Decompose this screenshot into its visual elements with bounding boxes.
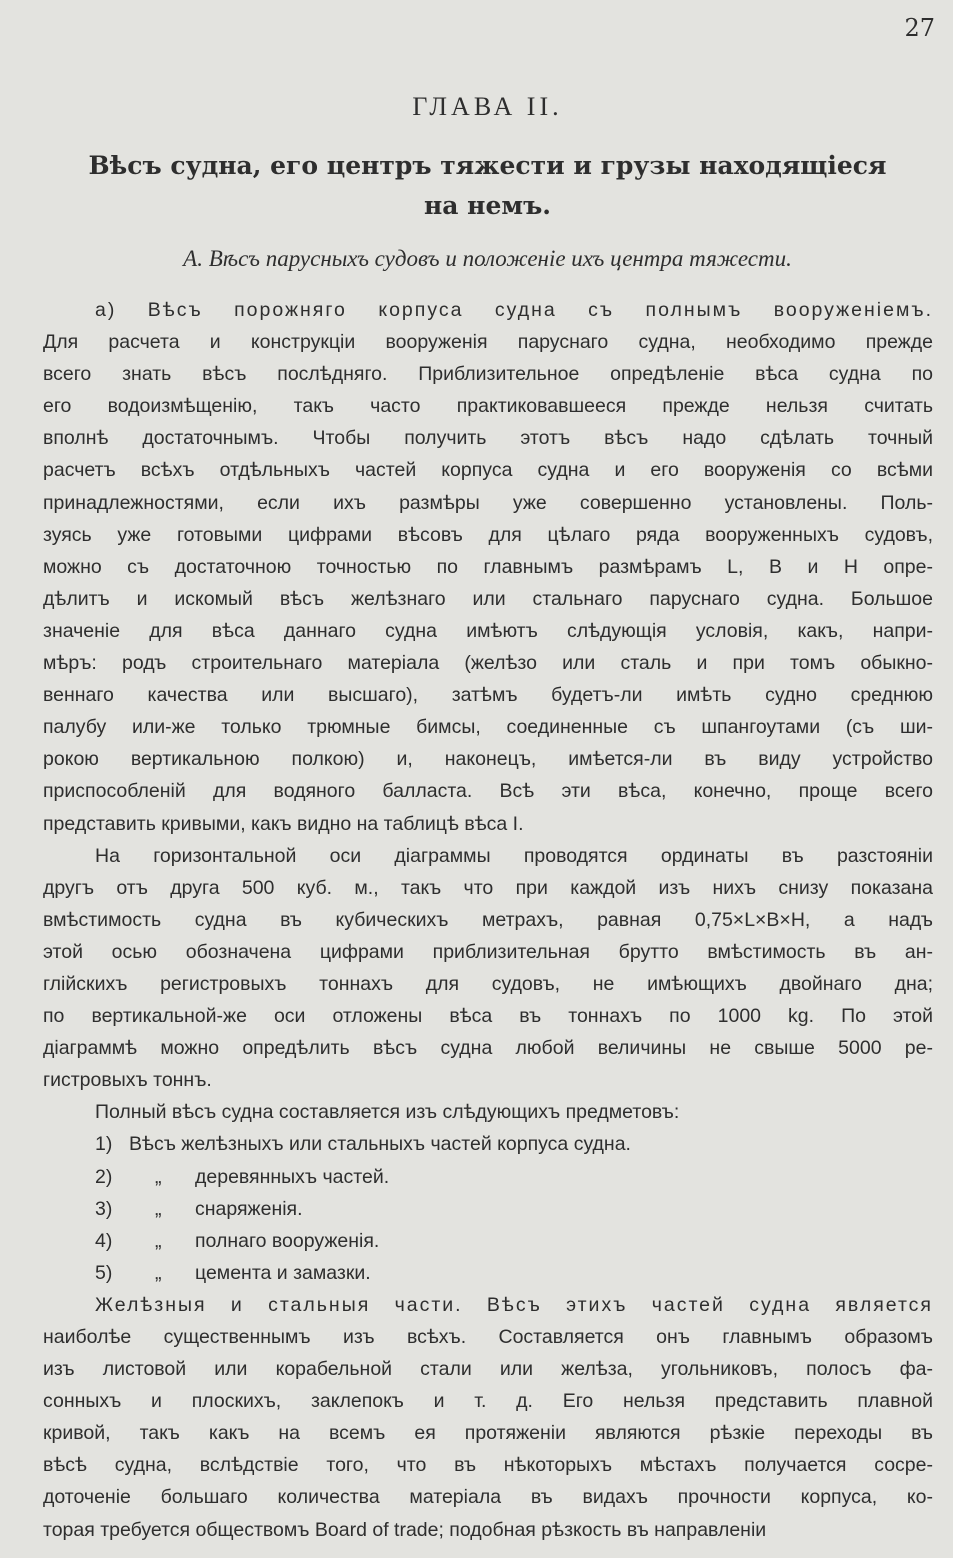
list-text: деревянныхъ частей. (195, 1165, 390, 1188)
list-item (43, 1225, 933, 1257)
text-line: гистровыхъ тоннъ. (43, 1069, 212, 1092)
page-number: 27 (904, 14, 935, 42)
section-subtitle: А. Вѣсъ парусныхъ судовъ и положеніе ихъ центра тяжести. (183, 246, 792, 271)
text-line: вполнѣ достаточнымъ. Чтобы получить этотъ вѣсъ надо сдѣлать точный (43, 427, 933, 450)
text-line: всего знать вѣсъ послѣдняго. Приблизительное опредѣленіе вѣса судна по (43, 363, 933, 386)
text-line: значеніе для вѣса даннаго судна имѣютъ слѣдующія условія, какъ, напри- (43, 619, 933, 642)
text-line: вѣсѣ судна, вслѣдствіе того, что въ нѣкоторыхъ мѣстахъ получается сосре- (43, 1454, 933, 1477)
text-line: его водоизмѣщенію, такъ часто практиковавшееся прежде нельзя считать (43, 395, 933, 418)
ditto-mark: „ (155, 1229, 162, 1252)
text-line: Желѣзныя и стальныя части. Вѣсъ этихъ частей судна является (95, 1293, 933, 1316)
text-line: торая требуется обществомъ Board of trade; подобная рѣзкость въ направленіи (43, 1518, 767, 1541)
ditto-mark: „ (155, 1261, 162, 1284)
text-line: мѣръ: родъ строительнаго матеріала (желѣзо или сталь и при томъ обыкно- (43, 652, 933, 675)
chapter-heading: ГЛАВА II. (412, 92, 563, 121)
text-line: приспособленій для водяного балласта. Всѣ эти вѣса, конечно, проще всего (43, 780, 933, 803)
text-line: палубу или-же только трюмные бимсы, соединенные съ шпангоутами (съ ши- (43, 716, 933, 739)
text-line: На горизонтальной оси діаграммы проводятся ординаты въ разстояніи (95, 844, 933, 867)
list-intro: Полный вѣсъ судна составляется изъ слѣдующихъ предметовъ: (95, 1101, 680, 1124)
list-item (43, 1128, 933, 1160)
text-line: вмѣстимость судна въ кубическихъ метрахъ, равная 0,75×L×B×H, а надъ (43, 908, 933, 931)
list-item (43, 1257, 933, 1289)
text-line: наиболѣе существеннымъ изъ всѣхъ. Составляется онъ главнымъ образомъ (43, 1326, 933, 1348)
ditto-mark: „ (155, 1165, 162, 1188)
text-line: другъ отъ друга 500 куб. м., такъ что при каждой изъ нихъ снизу показана (43, 876, 933, 899)
text-line: изъ листовой или корабельной стали или желѣза, угольниковъ, полосъ фа- (43, 1358, 933, 1381)
list-item (43, 1193, 933, 1225)
list-number: 5) (95, 1261, 113, 1284)
list-text: полнаго вооруженія. (195, 1229, 380, 1252)
chapter-title (40, 146, 935, 226)
text-line: зуясь уже готовыми цифрами вѣсовъ для цѣлаго ряда вооруженныхъ судовъ, (43, 523, 933, 546)
title-line: на немъ. (423, 191, 551, 220)
body-text (43, 294, 933, 1546)
text-line: а) Вѣсъ порожняго корпуса судна съ полнымъ вооруженіемъ. (95, 299, 933, 321)
list-text: Вѣсъ желѣзныхъ или стальныхъ частей корпуса судна. (129, 1133, 631, 1156)
title-line: Вѣсъ судна, его центръ тяжести и грузы находящіеся (88, 151, 887, 180)
text-line: принадлежностями, если ихъ размѣры уже совершенно установлены. Поль- (43, 491, 933, 514)
text-line: діаграммѣ можно опредѣлить вѣсъ судна любой величины не свыше 5000 ре- (43, 1037, 933, 1060)
list-number: 3) (95, 1197, 113, 1220)
text-line: доточеніе большаго количества матеріала въ видахъ прочности корпуса, ко- (43, 1486, 933, 1509)
text-line: представить кривыми, какъ видно на таблицѣ вѣса I. (43, 812, 524, 835)
text-line: веннаго качества или высшаго), затѣмъ будетъ-ли имѣть судно среднюю (43, 684, 933, 707)
text-line: Для расчета и конструкціи вооруженія паруснаго судна, необходимо прежде (43, 331, 933, 354)
text-line: кривой, такъ какъ на всемъ ея протяженіи являются рѣзкіе переходы въ (43, 1422, 933, 1445)
text-line: сонныхъ и плоскихъ, заклепокъ и т. д. Его нельзя представить плавной (43, 1390, 933, 1413)
text-line: рокою вертикальною полкою) и, наконецъ, имѣется-ли въ виду устройство (43, 748, 933, 771)
list-item (43, 1161, 933, 1193)
list-text: снаряженія. (195, 1197, 303, 1220)
text-line: дѣлитъ и искомый вѣсъ желѣзнаго или стальнаго паруснаго судна. Большое (43, 587, 933, 610)
list-number: 2) (95, 1165, 113, 1188)
list-number: 1) (95, 1133, 113, 1156)
text-line: можно съ достаточною точностью по главнымъ размѣрамъ L, B и H опре- (43, 555, 933, 578)
ditto-mark: „ (155, 1197, 162, 1220)
text-line: глійскихъ регистровыхъ тоннахъ для судовъ, не имѣющихъ двойнаго дна; (43, 972, 933, 995)
text-line: по вертикальной-же оси отложены вѣса въ тоннахъ по 1000 kg. По этой (43, 1005, 933, 1028)
list-text: цемента и замазки. (195, 1261, 371, 1284)
text-line: этой осью обозначена цифрами приблизительная брутто вмѣстимость въ ан- (43, 940, 933, 963)
text-line: расчетъ всѣхъ отдѣльныхъ частей корпуса судна и его вооруженія со всѣми (43, 459, 933, 482)
list-number: 4) (95, 1229, 113, 1252)
